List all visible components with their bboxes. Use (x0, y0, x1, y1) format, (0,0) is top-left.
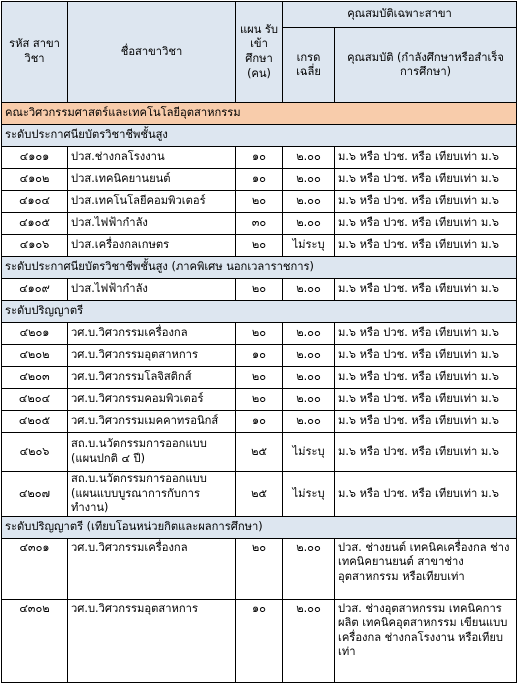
qual-cell: ม.๖ หรือ ปวช. หรือ เทียบเท่า ม.๖ (335, 147, 517, 169)
name-cell: วศ.บ.วิศวกรรมเครื่องกล (68, 323, 236, 345)
gpa-cell: ๒.๐๐ (283, 191, 335, 213)
section-title: ระดับปริญญาตรี (2, 301, 517, 323)
name-cell: ปวส.ไฟฟ้ากำลัง (68, 213, 236, 235)
header-name: ชื่อสาขาวิชา (68, 2, 236, 103)
plan-cell: ๒๐ (236, 191, 283, 213)
plan-cell: ๒๕ (236, 472, 283, 517)
code-cell: ๔๑๐๔ (2, 191, 68, 213)
name-cell: วศ.บ.วิศวกรรมเมคคาทรอนิกส์ (68, 411, 236, 433)
qual-cell: ปวส. ช่างอุตสาหกรรม เทคนิคการผลิต เทคนิคอุตสาหกรรม เขียนแบบเครื่องกล ช่างกลโรงงาน หรือเทียบเท่า (335, 599, 517, 682)
plan-cell: ๒๐ (236, 323, 283, 345)
qual-cell: ม.๖ หรือ ปวช. หรือ เทียบเท่า ม.๖ (335, 213, 517, 235)
code-cell: ๔๑๐๙ (2, 279, 68, 301)
code-cell: ๔๒๐๑ (2, 323, 68, 345)
name-cell: วศ.บ.วิศวกรรมโลจิสติกส์ (68, 367, 236, 389)
plan-cell: ๑๐ (236, 599, 283, 682)
plan-cell: ๒๐ (236, 538, 283, 599)
plan-cell: ๑๐ (236, 345, 283, 367)
name-cell: วศ.บ.วิศวกรรมอุตสาหการ (68, 345, 236, 367)
plan-cell: ๑๐ (236, 411, 283, 433)
name-cell: วศ.บ.วิศวกรรมคอมพิวเตอร์ (68, 389, 236, 411)
qual-cell: ม.๖ หรือ ปวช. หรือ เทียบเท่า ม.๖ (335, 389, 517, 411)
plan-cell: ๑๐ (236, 147, 283, 169)
code-cell: ๔๒๐๒ (2, 345, 68, 367)
table-row (2, 433, 517, 472)
code-cell: ๔๓๐๒ (2, 599, 68, 682)
name-cell: วศ.บ.วิศวกรรมเครื่องกล (68, 538, 236, 599)
plan-cell: ๒๐ (236, 389, 283, 411)
table-row (2, 389, 517, 411)
gpa-cell: ๒.๐๐ (283, 147, 335, 169)
header-qual-group: คุณสมบัติเฉพาะสาขา (283, 2, 517, 28)
header-code: รหัส สาขาวิชา (2, 2, 68, 103)
plan-cell: ๒๐ (236, 279, 283, 301)
table-row (2, 367, 517, 389)
table-row (2, 169, 517, 191)
code-cell: ๔๑๐๑ (2, 147, 68, 169)
qual-cell: ม.๖ หรือ ปวช. หรือ เทียบเท่า ม.๖ (335, 367, 517, 389)
gpa-cell: ๒.๐๐ (283, 323, 335, 345)
qual-cell: ม.๖ หรือ ปวช. หรือ เทียบเท่า ม.๖ (335, 345, 517, 367)
header-plan: แผน รับเข้า ศึกษา (คน) (236, 2, 283, 103)
plan-cell: ๒๐ (236, 367, 283, 389)
code-cell: ๔๒๐๕ (2, 411, 68, 433)
qual-cell: ม.๖ หรือ ปวช. หรือ เทียบเท่า ม.๖ (335, 323, 517, 345)
code-cell: ๔๒๐๗ (2, 472, 68, 517)
table-row (2, 472, 517, 517)
gpa-cell: ๒.๐๐ (283, 279, 335, 301)
qual-cell: ปวส. ช่างยนต์ เทคนิคเครื่องกล ช่างเทคนิคยานยนต์ สาขาช่างอุตสาหกรรม หรือเทียบเท่า (335, 538, 517, 599)
plan-cell: ๒๕ (236, 433, 283, 472)
name-cell: สถ.บ.นวัตกรรมการออกแบบ (แผนแบบบูรณาการกับการทำงาน) (68, 472, 236, 517)
name-cell: วศ.บ.วิศวกรรมอุตสาหการ (68, 599, 236, 682)
header-qual: คุณสมบัติ (กำลังศึกษาหรือสำเร็จการศึกษา) (335, 28, 517, 103)
plan-cell: ๑๐ (236, 169, 283, 191)
name-cell: สถ.บ.นวัตกรรมการออกแบบ (แผนปกติ ๔ ปี) (68, 433, 236, 472)
header-gpa: เกรด เฉลี่ย (283, 28, 335, 103)
gpa-cell: ๒.๐๐ (283, 213, 335, 235)
admission-table (1, 1, 517, 683)
gpa-cell: ๒.๐๐ (283, 538, 335, 599)
gpa-cell: ๒.๐๐ (283, 367, 335, 389)
gpa-cell: ไม่ระบุ (283, 235, 335, 257)
table-row (2, 235, 517, 257)
plan-cell: ๓๐ (236, 213, 283, 235)
qual-cell: ม.๖ หรือ ปวช. หรือ เทียบเท่า ม.๖ (335, 235, 517, 257)
gpa-cell: ๒.๐๐ (283, 345, 335, 367)
gpa-cell: ๒.๐๐ (283, 169, 335, 191)
table-row (2, 599, 517, 682)
name-cell: ปวส.เครื่องกลเกษตร (68, 235, 236, 257)
table-row (2, 411, 517, 433)
code-cell: ๔๑๐๒ (2, 169, 68, 191)
faculty-row: คณะวิศวกรรมศาสตร์และเทคโนโลยีอุตสาหกรรม (2, 103, 517, 125)
section-title: ระดับปริญญาตรี (เทียบโอนหน่วยกิตและผลการศึกษา) (2, 516, 517, 538)
qual-cell: ม.๖ หรือ ปวช. หรือ เทียบเท่า ม.๖ (335, 279, 517, 301)
gpa-cell: ๒.๐๐ (283, 389, 335, 411)
table-row (2, 213, 517, 235)
code-cell: ๔๒๐๓ (2, 367, 68, 389)
code-cell: ๔๒๐๔ (2, 389, 68, 411)
gpa-cell: ๒.๐๐ (283, 411, 335, 433)
plan-cell: ๒๐ (236, 235, 283, 257)
table-row (2, 345, 517, 367)
qual-cell: ม.๖ หรือ ปวช. หรือ เทียบเท่า ม.๖ (335, 169, 517, 191)
code-cell: ๔๓๐๑ (2, 538, 68, 599)
gpa-cell: ไม่ระบุ (283, 433, 335, 472)
code-cell: ๔๒๐๖ (2, 433, 68, 472)
section-title: ระดับประกาศนียบัตรวิชาชีพชั้นสูง (2, 125, 517, 147)
qual-cell: ม.๖ หรือ ปวช. หรือ เทียบเท่า ม.๖ (335, 191, 517, 213)
table-row (2, 191, 517, 213)
table-row (2, 323, 517, 345)
qual-cell: ม.๖ หรือ ปวช. หรือ เทียบเท่า ม.๖ (335, 411, 517, 433)
table-row (2, 147, 517, 169)
name-cell: ปวส.เทคนิคยานยนต์ (68, 169, 236, 191)
code-cell: ๔๑๐๕ (2, 213, 68, 235)
table-row (2, 538, 517, 599)
section-title: ระดับประกาศนียบัตรวิชาชีพชั้นสูง (ภาคพิเศษ นอกเวลาราชการ) (2, 257, 517, 279)
gpa-cell: ๒.๐๐ (283, 599, 335, 682)
qual-cell: ม.๖ หรือ ปวช. หรือ เทียบเท่า ม.๖ (335, 433, 517, 472)
code-cell: ๔๑๐๖ (2, 235, 68, 257)
name-cell: ปวส.ช่างกลโรงงาน (68, 147, 236, 169)
qual-cell: ม.๖ หรือ ปวช. หรือ เทียบเท่า ม.๖ (335, 472, 517, 517)
name-cell: ปวส.เทคโนโลยีคอมพิวเตอร์ (68, 191, 236, 213)
name-cell: ปวส.ไฟฟ้ากำลัง (68, 279, 236, 301)
table-row (2, 279, 517, 301)
gpa-cell: ไม่ระบุ (283, 472, 335, 517)
